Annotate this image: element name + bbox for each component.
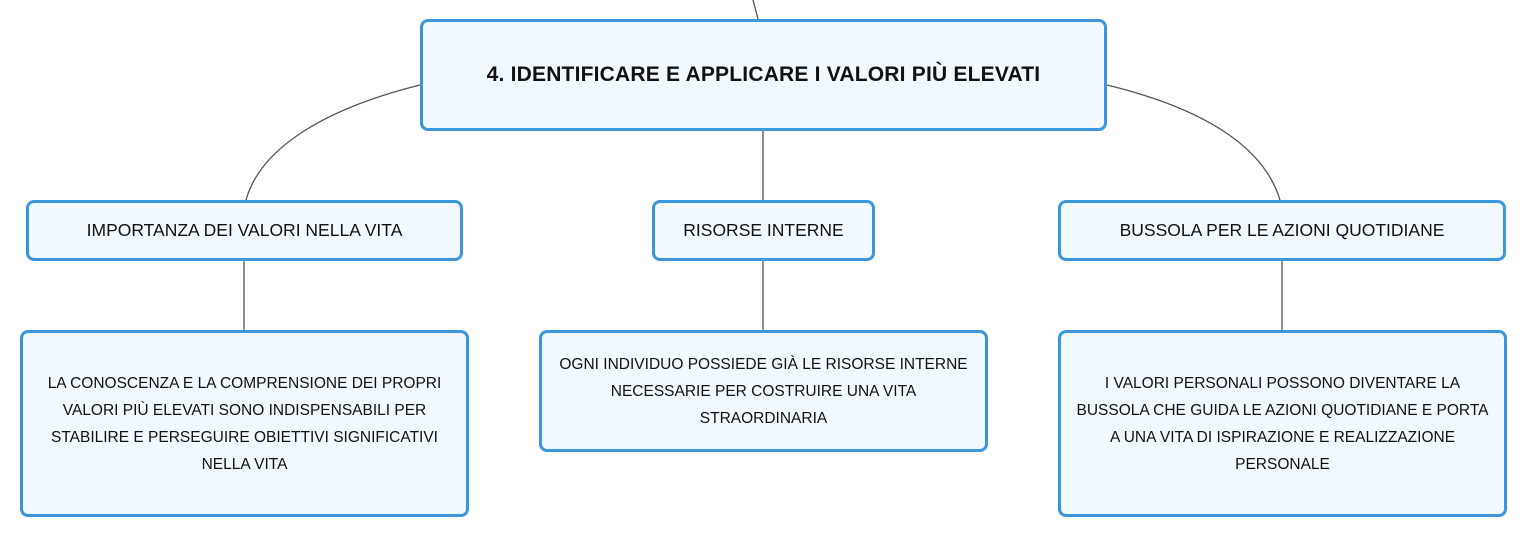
branch-topic-label: IMPORTANZA DEI VALORI NELLA VITA <box>86 220 403 240</box>
detail-topic-text: LA CONOSCENZA E LA COMPRENSIONE DEI PROPRI VALORI PIÙ ELEVATI SONO INDISPENSABILI PER STABILIRE E PERSEGUIRE OBIETTIVI SIGNIFICATIVI NELLA VITA <box>47 374 442 473</box>
detail-topic-importanza[interactable] <box>20 330 469 517</box>
detail-topic-text: I VALORI PERSONALI POSSONO DIVENTARE LA BUSSOLA CHE GUIDA LE AZIONI QUOTIDIANE E PORTA A UNA VITA DI ISPIRAZIONE E REALIZZAZIONE PERSONALE <box>1076 374 1489 473</box>
branch-topic-label: RISORSE INTERNE <box>683 220 844 240</box>
connector-root-to-branch-1 <box>246 85 420 200</box>
branch-topic-label: BUSSOLA PER LE AZIONI QUOTIDIANE <box>1119 220 1445 240</box>
connector-parent-to-root <box>753 0 758 19</box>
connector-root-to-branch-3 <box>1107 85 1280 200</box>
detail-topic-risorse[interactable] <box>539 330 988 452</box>
branch-topic-bussola[interactable] <box>1058 200 1506 261</box>
detail-topic-text: OGNI INDIVIDUO POSSIEDE GIÀ LE RISORSE INTERNE NECESSARIE PER COSTRUIRE UNA VITA STRAORDINARIA <box>559 355 968 427</box>
branch-topic-risorse[interactable] <box>652 200 875 261</box>
root-topic-label: 4. IDENTIFICARE E APPLICARE I VALORI PIÙ ELEVATI <box>486 63 1041 86</box>
detail-topic-bussola[interactable] <box>1058 330 1507 517</box>
branch-topic-importanza[interactable] <box>26 200 463 261</box>
root-topic[interactable] <box>420 19 1107 131</box>
